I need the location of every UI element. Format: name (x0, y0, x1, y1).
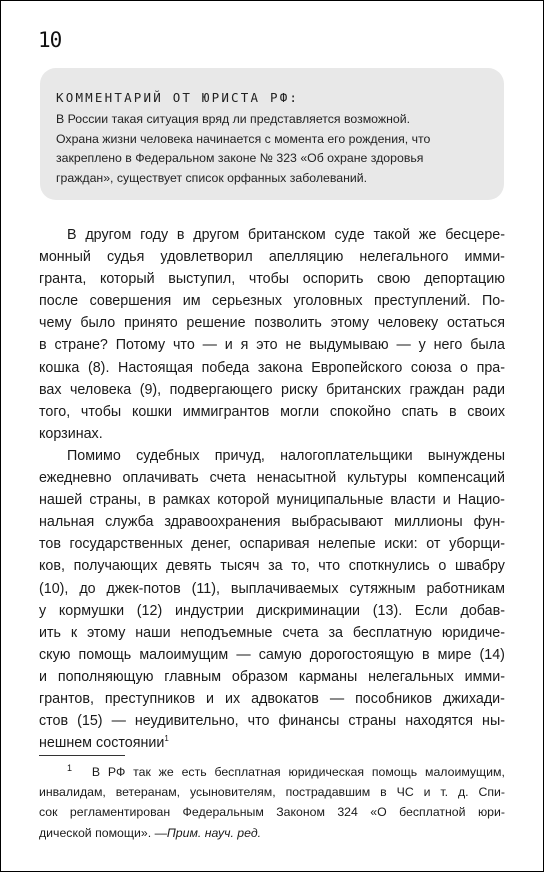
word: другом (193, 227, 240, 243)
word: Если (414, 602, 448, 619)
word: иски: (384, 536, 418, 553)
word: карманы (298, 668, 358, 685)
body-line (39, 732, 505, 754)
word: По- (481, 293, 505, 310)
word: что (247, 713, 270, 730)
word: преступлений. (373, 293, 471, 310)
word: так (133, 765, 151, 779)
word: была (470, 337, 505, 354)
paragraph-1 (39, 224, 505, 445)
word: что (172, 337, 195, 354)
word: чтобы (248, 271, 290, 288)
word: наши (135, 624, 171, 641)
word: швабру (454, 558, 505, 575)
word: помощь (78, 646, 132, 663)
word: за (328, 624, 343, 641)
body-line (39, 445, 505, 467)
word: компенсаций (417, 470, 505, 487)
word: удовлетворил (160, 249, 253, 266)
body-line (39, 268, 505, 290)
word: бесплатную (352, 624, 432, 641)
word: и (423, 785, 431, 800)
body-line (39, 622, 505, 644)
word: у (418, 337, 426, 354)
word: Законом (276, 805, 325, 820)
word: тысяч (220, 558, 260, 575)
word: помощи». (95, 825, 152, 840)
word: остаться (446, 315, 505, 332)
word: сок (39, 805, 58, 820)
word: стране? (54, 337, 108, 354)
word: и (39, 668, 47, 685)
word: усыновителям, (189, 785, 276, 800)
word: же (418, 227, 437, 243)
word: судья (106, 249, 145, 266)
word: образом (231, 668, 288, 685)
word: неподъемные (180, 624, 273, 641)
word: за (268, 558, 283, 575)
word: — (236, 646, 251, 663)
footnote-line (39, 802, 505, 822)
word: Нацио- (457, 492, 505, 509)
word: пра- (476, 359, 505, 376)
word: юри- (477, 805, 505, 820)
word: (9), (139, 381, 162, 398)
word: юридиче- (441, 624, 505, 641)
word: ков, (39, 558, 65, 575)
word: того, (39, 403, 71, 420)
body-line (39, 511, 505, 533)
word: Спи- (478, 785, 505, 800)
word: 324 (337, 805, 358, 820)
word: главным (164, 668, 222, 685)
word: индустрии (174, 602, 244, 619)
word: (10), (39, 580, 69, 597)
word: (13). (372, 602, 403, 619)
word: адвокатов (251, 690, 319, 707)
lawyer-comment-callout (40, 68, 504, 200)
word: спать (401, 403, 439, 420)
word: могли (280, 403, 320, 420)
word: решение (186, 315, 246, 332)
body-line (39, 600, 505, 622)
word: корзинах. (39, 425, 103, 442)
body-line (39, 423, 505, 445)
word: В (67, 227, 77, 243)
word: грантов, (39, 690, 94, 707)
word: власти (390, 492, 436, 509)
word: в (39, 337, 47, 354)
word: то, (291, 558, 310, 575)
word: британском (248, 227, 326, 243)
word: этому (330, 315, 370, 332)
word: что (318, 558, 341, 575)
word: фун- (473, 514, 505, 531)
word: ежедневно (39, 470, 112, 487)
body-line (39, 379, 505, 401)
body-line (39, 467, 505, 489)
word: который (99, 271, 155, 288)
word: В (91, 765, 101, 779)
word: им (182, 293, 201, 310)
word: апелляцию (268, 249, 344, 266)
footnote-rule (39, 755, 125, 756)
word: ны- (482, 713, 505, 730)
footnote-attribution: Прим. науч. ред. (166, 825, 262, 840)
word: и (442, 492, 451, 509)
body-line (39, 334, 505, 356)
word: же (158, 765, 174, 779)
callout-line: закреплено в Федеральном законе № 323 «Об охране здоровья (56, 151, 424, 165)
word: скую (39, 646, 71, 663)
callout-line: граждан», существует список орфанных заболеваний. (56, 170, 368, 185)
word: совершения (89, 293, 172, 310)
callout-line: В России такая ситуация вряд ли представляется возможной. (56, 112, 411, 126)
body-line (39, 246, 505, 268)
word: этому (86, 624, 126, 641)
word: стов (39, 713, 69, 730)
body-line (39, 555, 505, 577)
word: причуд, (214, 447, 265, 464)
word: другом (85, 227, 132, 243)
word: не (285, 337, 302, 354)
word: девять (166, 558, 212, 575)
word: культуры (347, 470, 407, 487)
word: муниципальные (276, 492, 384, 509)
word: джихади- (443, 690, 505, 707)
word: иммигрантов (182, 403, 270, 420)
body-line (39, 666, 505, 688)
word: выступил, (168, 271, 236, 288)
word: от (426, 536, 441, 553)
word: (8). (87, 359, 110, 376)
word: вах (39, 381, 62, 398)
word: о (460, 359, 468, 376)
body-line (39, 578, 505, 600)
word: (14) (479, 646, 505, 663)
word: работникам (426, 580, 505, 597)
word: вынуждены (427, 447, 505, 464)
word: в (176, 227, 185, 243)
word: — (154, 825, 167, 840)
word: оплачивать (122, 470, 199, 487)
word: было (80, 315, 116, 332)
word: и (206, 690, 215, 707)
body-line (39, 688, 505, 710)
word: я (240, 337, 249, 354)
word: есть (181, 765, 207, 779)
word: — (329, 690, 345, 707)
footnote-line (39, 782, 505, 802)
word: выплачиваемых (230, 580, 339, 597)
word: мире (437, 646, 472, 663)
body-line (39, 357, 505, 379)
word: в (148, 492, 156, 509)
word: (15) (77, 713, 103, 730)
word: нелепые (318, 536, 376, 553)
word: к (70, 624, 78, 641)
paragraph-2 (39, 445, 505, 754)
word: до (79, 580, 96, 597)
word: выдумываю (309, 337, 389, 354)
word: малоимущим, (425, 765, 505, 779)
footnote-line (39, 823, 505, 843)
word: регламентирован (69, 805, 171, 820)
word: своих (467, 403, 505, 420)
word: кошка (39, 359, 80, 376)
word: серьезных (211, 293, 282, 310)
word: т. (440, 785, 449, 800)
word: Федеральным (182, 805, 264, 820)
body-line (39, 644, 505, 666)
word: нашей (39, 492, 83, 509)
word: суде (334, 227, 365, 243)
word: граждан (409, 381, 465, 398)
word: (11), (191, 580, 220, 597)
footnote-reference[interactable]: 1 (164, 734, 169, 744)
word: сутяжным (349, 580, 416, 597)
word: — (396, 337, 411, 354)
word: это (256, 337, 278, 354)
word: пополняющую (57, 668, 154, 685)
body-line (39, 312, 505, 334)
word: миллионы (394, 514, 463, 531)
word: их (224, 690, 241, 707)
word: рамках (162, 492, 211, 509)
word: которой (217, 492, 270, 509)
word: страны, (89, 492, 142, 509)
word: тов (39, 536, 61, 553)
word: в (380, 785, 387, 800)
word: состоянии$^1$ (96, 734, 169, 752)
word: в (448, 403, 457, 420)
word: человеку (377, 315, 439, 332)
word: инвалидам, (39, 785, 106, 800)
word: закона (257, 359, 303, 376)
word: риску (281, 381, 318, 398)
word: спокойно (329, 403, 391, 420)
word: уборщи- (449, 536, 505, 553)
word: пострадавшим (285, 785, 371, 800)
footnote (39, 762, 505, 843)
word: находятся (405, 713, 474, 730)
word: британских (326, 381, 402, 398)
word: Европейского (311, 359, 403, 376)
word: после (39, 293, 79, 310)
word: уголовных (293, 293, 363, 310)
page-number: 10 (38, 28, 62, 52)
word: такой (373, 227, 411, 243)
word: и (224, 337, 233, 354)
word: о (438, 558, 447, 575)
word: депортацию (424, 271, 505, 288)
word: нешнем (39, 735, 92, 752)
word: ить (39, 624, 61, 641)
word: — (111, 713, 126, 730)
word: нелегального (359, 249, 449, 266)
body-text (39, 224, 505, 754)
word: счета (282, 624, 319, 641)
word: союза (410, 359, 452, 376)
word: денег, (191, 536, 231, 553)
word: Потому (115, 337, 166, 354)
word: году (140, 227, 169, 243)
word: бесплатная (214, 765, 281, 779)
word: малоимущим (139, 646, 229, 663)
word: помощь (371, 765, 418, 779)
footnote-line (39, 762, 505, 782)
word: Помимо (67, 447, 121, 464)
word: победа (201, 359, 250, 376)
word: нелегальных (368, 668, 454, 685)
word: бесцере- (445, 227, 505, 243)
word: споткнулись (348, 558, 430, 575)
word: д. (457, 785, 469, 800)
word: чтобы (80, 403, 122, 420)
word: него (433, 337, 463, 354)
word: джек-потов (106, 580, 181, 597)
body-line (39, 290, 505, 312)
callout-heading: КОММЕНТАРИЙ ОТ ЮРИСТА РФ: (56, 90, 300, 105)
footnote-mark: 1 (67, 763, 73, 773)
word: налогоплательщики (280, 447, 413, 464)
callout-text (56, 110, 492, 188)
word: преступников (104, 690, 196, 707)
body-line (39, 224, 505, 246)
word: «О (370, 805, 387, 820)
word: Настоящая (118, 359, 193, 376)
word: неудивительно, (134, 713, 239, 730)
word: принято (124, 315, 178, 332)
body-line (39, 710, 505, 732)
word: служба (105, 514, 154, 531)
word: оспорить (302, 271, 364, 288)
word: судебных (136, 447, 200, 464)
callout-line: Охрана жизни человека начинается с момента его рождения, что (56, 131, 431, 146)
word: государственных (69, 536, 183, 553)
word: дискриминации (256, 602, 361, 619)
word: человека (69, 381, 132, 398)
word: добав- (460, 602, 505, 619)
word: страны (348, 713, 397, 730)
word: бесплатной (399, 805, 466, 820)
word: выбрасывают (291, 514, 384, 531)
word: финансы (278, 713, 340, 730)
word: оспаривая (239, 536, 310, 553)
word: РФ (107, 765, 126, 779)
word: нальная (39, 514, 95, 531)
word: имми- (464, 249, 505, 266)
word: монный (39, 249, 91, 266)
word: позволить (254, 315, 322, 332)
body-line (39, 401, 505, 423)
word: ветеранам, (115, 785, 181, 800)
word: пособников (355, 690, 433, 707)
word: счета (209, 470, 246, 487)
word: получающих (73, 558, 158, 575)
word: чему (39, 315, 72, 332)
word: в (421, 646, 430, 663)
word: — (202, 337, 217, 354)
word: подвергающего (169, 381, 273, 398)
word: имми- (464, 668, 505, 685)
word: кошки (131, 403, 173, 420)
word: самую (258, 646, 302, 663)
word: кормушки (58, 602, 125, 619)
word: юридическая (288, 765, 365, 779)
word: дической (39, 825, 92, 840)
word: ради (472, 381, 505, 398)
body-line (39, 489, 505, 511)
word: у (39, 602, 47, 619)
word: ЧС (396, 785, 414, 800)
word: здравоохранения (164, 514, 281, 531)
word: свою (377, 271, 411, 288)
word: дорогостоящую (309, 646, 414, 663)
word: (12) (136, 602, 163, 619)
word: ненасытной (256, 470, 337, 487)
body-line (39, 533, 505, 555)
word: гранта, (39, 271, 87, 288)
